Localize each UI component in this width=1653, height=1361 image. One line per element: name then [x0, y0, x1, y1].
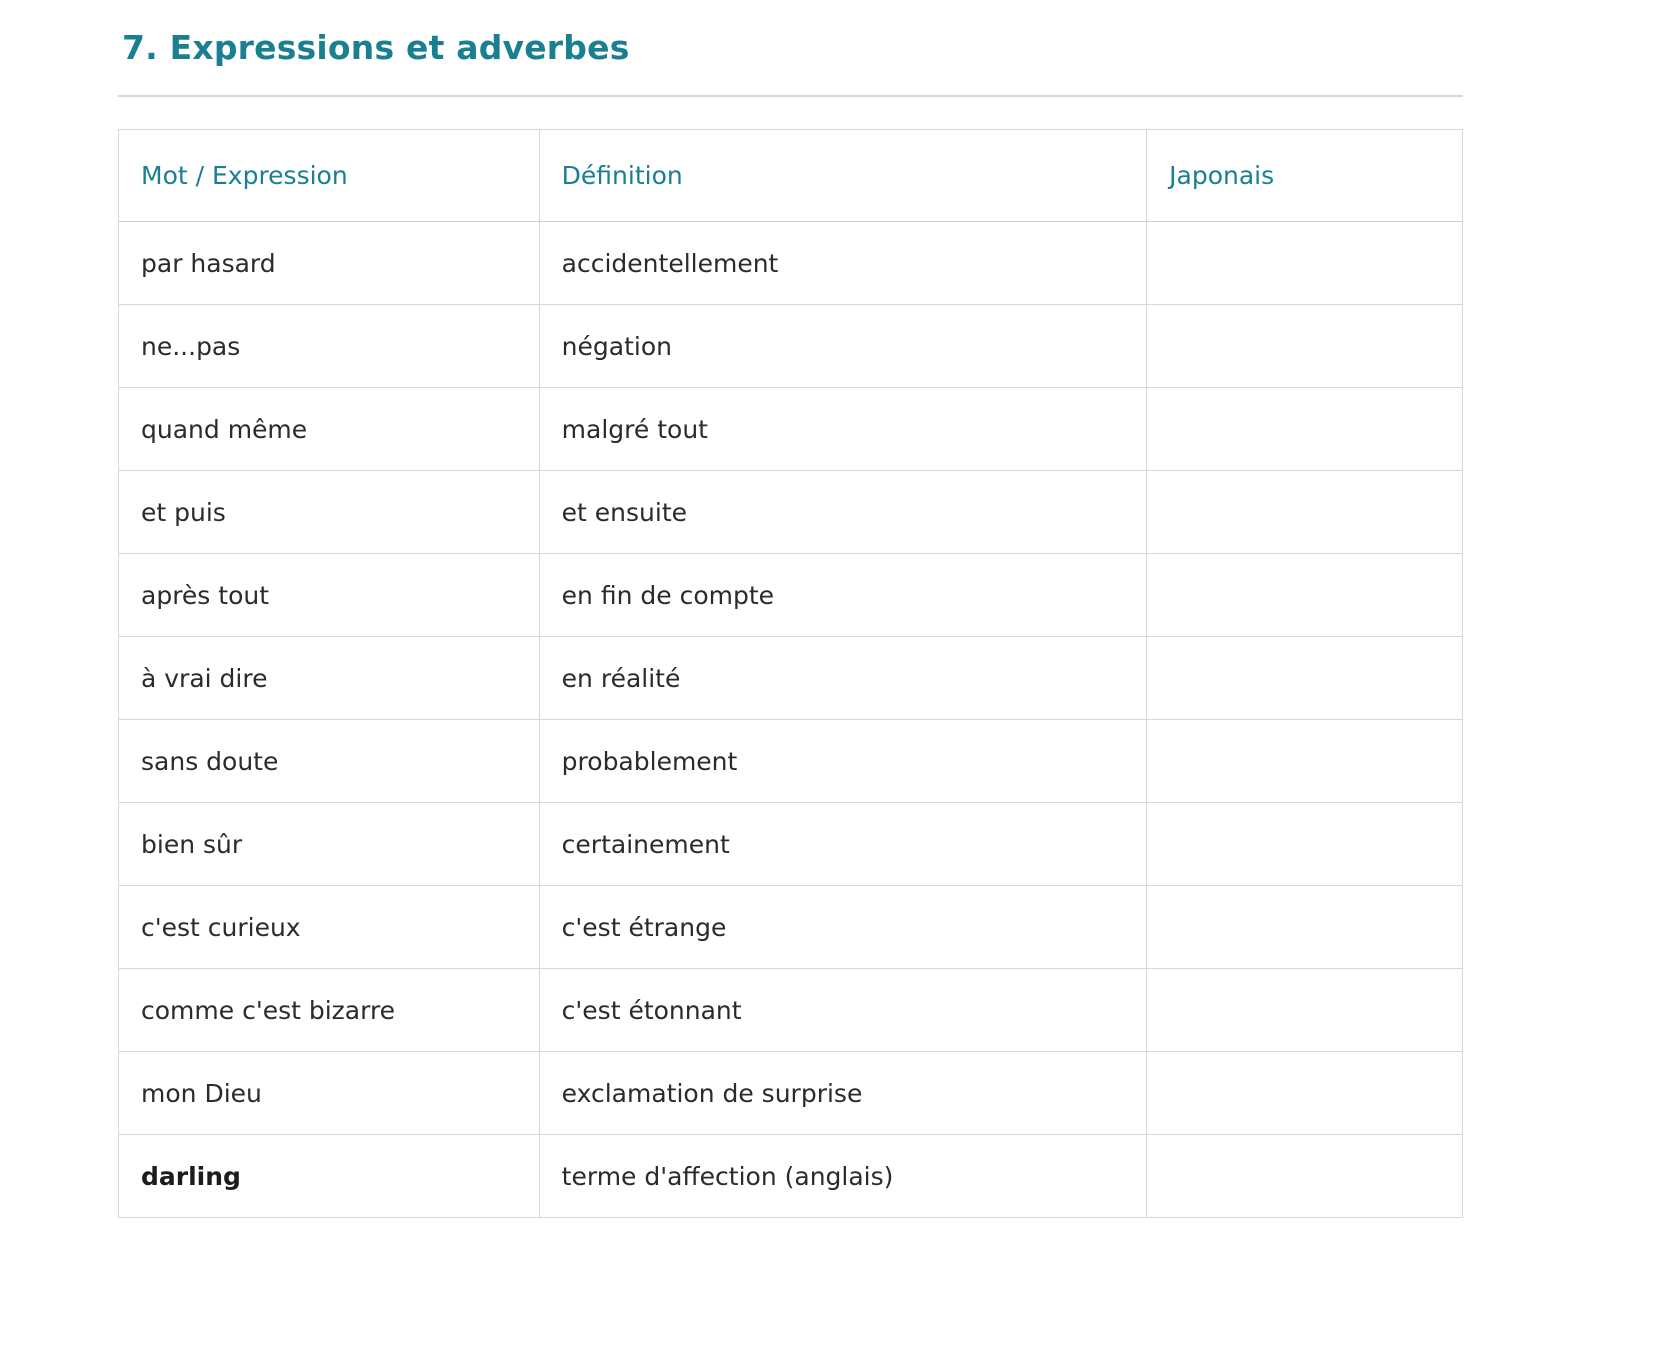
cell-japanese[interactable]: [1147, 554, 1463, 637]
cell-japanese[interactable]: [1147, 222, 1463, 305]
cell-japanese[interactable]: [1147, 886, 1463, 969]
cell-definition: c'est étrange: [539, 886, 1146, 969]
cell-term: à vrai dire: [119, 637, 540, 720]
table-row: [119, 637, 1463, 720]
cell-definition: probablement: [539, 720, 1146, 803]
table-row: [119, 388, 1463, 471]
vocabulary-table: [118, 129, 1463, 1218]
cell-japanese[interactable]: [1147, 1052, 1463, 1135]
table-row: [119, 803, 1463, 886]
cell-term: sans doute: [119, 720, 540, 803]
cell-definition: accidentellement: [539, 222, 1146, 305]
cell-japanese[interactable]: [1147, 1135, 1463, 1218]
cell-definition: négation: [539, 305, 1146, 388]
column-header-japanese: Japonais: [1147, 130, 1463, 222]
table-row: [119, 471, 1463, 554]
table-row: [119, 886, 1463, 969]
cell-japanese[interactable]: [1147, 803, 1463, 886]
table-body: [119, 222, 1463, 1218]
table-header-row: [119, 130, 1463, 222]
table-row: [119, 1135, 1463, 1218]
cell-definition: exclamation de surprise: [539, 1052, 1146, 1135]
page-title: 7. Expressions et adverbes: [122, 28, 630, 67]
cell-japanese[interactable]: [1147, 471, 1463, 554]
cell-term: quand même: [119, 388, 540, 471]
cell-term: et puis: [119, 471, 540, 554]
table-row: [119, 305, 1463, 388]
column-header-definition: Définition: [539, 130, 1146, 222]
table-row: [119, 969, 1463, 1052]
table-row: [119, 1052, 1463, 1135]
cell-term: darling: [119, 1135, 540, 1218]
column-header-term: Mot / Expression: [119, 130, 540, 222]
cell-term: après tout: [119, 554, 540, 637]
cell-definition: en fin de compte: [539, 554, 1146, 637]
title-divider: [118, 95, 1463, 97]
cell-japanese[interactable]: [1147, 305, 1463, 388]
cell-definition: terme d'affection (anglais): [539, 1135, 1146, 1218]
table-row: [119, 720, 1463, 803]
cell-term: c'est curieux: [119, 886, 540, 969]
cell-term: comme c'est bizarre: [119, 969, 540, 1052]
cell-japanese[interactable]: [1147, 720, 1463, 803]
cell-term: par hasard: [119, 222, 540, 305]
cell-japanese[interactable]: [1147, 637, 1463, 720]
cell-definition: certainement: [539, 803, 1146, 886]
cell-term: mon Dieu: [119, 1052, 540, 1135]
table-row: [119, 222, 1463, 305]
cell-definition: en réalité: [539, 637, 1146, 720]
table-row: [119, 554, 1463, 637]
cell-term: ne...pas: [119, 305, 540, 388]
cell-term: bien sûr: [119, 803, 540, 886]
cell-definition: c'est étonnant: [539, 969, 1146, 1052]
cell-japanese[interactable]: [1147, 388, 1463, 471]
table-header: [119, 130, 1463, 222]
cell-definition: malgré tout: [539, 388, 1146, 471]
cell-definition: et ensuite: [539, 471, 1146, 554]
cell-japanese[interactable]: [1147, 969, 1463, 1052]
